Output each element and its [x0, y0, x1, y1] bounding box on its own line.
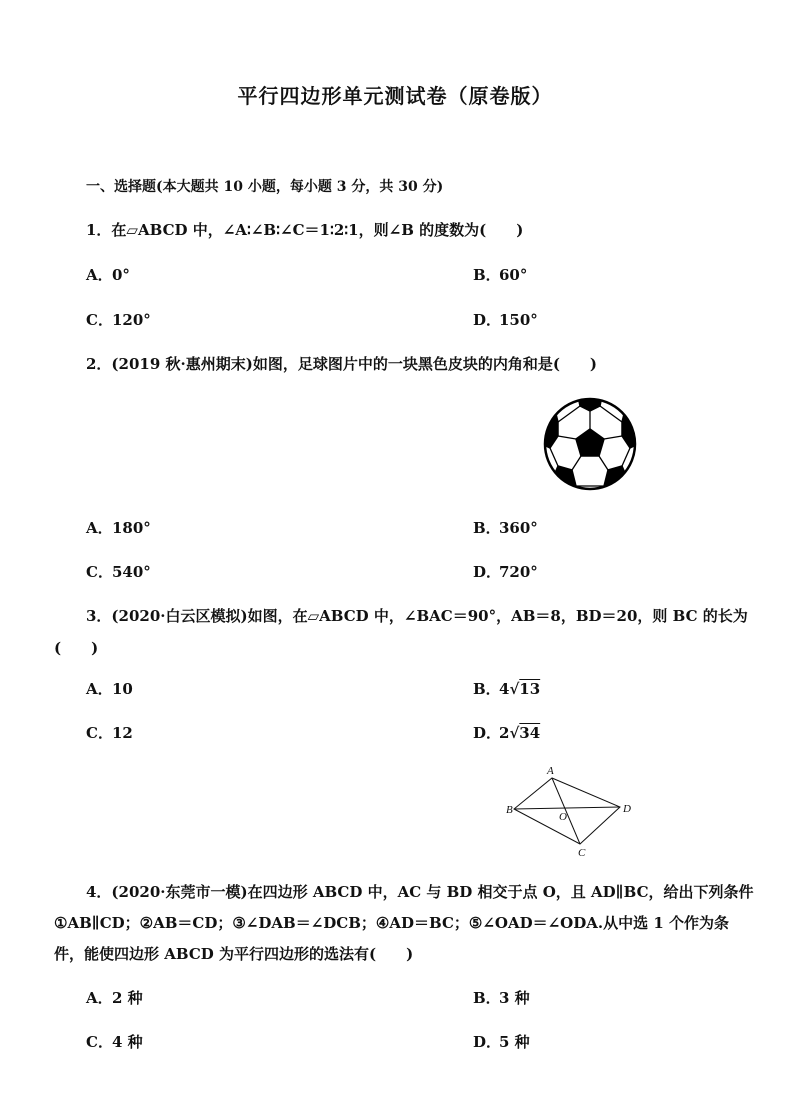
q3-option-d[interactable] — [473, 722, 540, 743]
label-o: O — [559, 811, 567, 823]
question-4-stem-line1: 4．(2020·东莞市一模)在四边形 ABCD 中，AC 与 BD 相交于点 O，且 AD∥BC，给出下列条件 — [86, 883, 754, 901]
question-3-stem-line2: ( ) — [54, 639, 99, 657]
q3-option-a[interactable] — [86, 678, 133, 699]
radicand: 34 — [519, 724, 541, 742]
q2-option-c[interactable] — [86, 561, 151, 582]
option-label: C． — [86, 563, 113, 581]
question-2-stem: 2．(2019 秋·惠州期末)如图，足球图片中的一块黑色皮块的内角和是( ) — [86, 355, 598, 373]
option-label: B． — [473, 519, 501, 537]
option-text: 10 — [112, 680, 133, 698]
q1-option-a[interactable] — [86, 264, 130, 285]
option-text: 150° — [499, 311, 538, 329]
section-heading: 一、选择题(本大题共 10 小题，每小题 3 分，共 30 分) — [86, 179, 444, 195]
sqrt-sign: √ — [509, 680, 520, 698]
question-1-stem: 1．在▱ABCD 中，∠A∶∠B∶∠C＝1∶2∶1，则∠B 的度数为( ) — [86, 221, 524, 239]
q4-option-d[interactable] — [473, 1031, 530, 1052]
question-3-stem-line1: 3．(2020·白云区模拟)如图，在▱ABCD 中，∠BAC＝90°，AB＝8，BD＝20，则 BC 的长为 — [86, 607, 748, 625]
label-d: D — [623, 803, 631, 815]
option-text: 720° — [499, 563, 538, 581]
q1-option-d[interactable] — [473, 309, 538, 330]
question-4-stem-line3: 件，能使四边形 ABCD 为平行四边形的选法有( ) — [54, 945, 414, 963]
option-label: B． — [473, 266, 501, 284]
label-c: C — [578, 847, 586, 858]
option-text: 0° — [112, 266, 130, 284]
coefficient: 2 — [499, 724, 510, 742]
option-text: 540° — [112, 563, 151, 581]
q4-option-c[interactable] — [86, 1031, 143, 1052]
label-a: A — [547, 765, 554, 777]
sqrt-expression — [499, 680, 540, 698]
option-label: C． — [86, 311, 113, 329]
q1-option-b[interactable] — [473, 264, 527, 285]
coefficient: 4 — [499, 680, 510, 698]
option-label: B． — [473, 680, 501, 698]
option-text: 360° — [499, 519, 538, 537]
option-label: C． — [86, 1033, 113, 1051]
option-label: A． — [86, 989, 113, 1007]
option-text: 60° — [499, 266, 528, 284]
q1-option-c[interactable] — [86, 309, 151, 330]
question-4-stem-line2: ①AB∥CD；②AB＝CD；③∠DAB＝∠DCB；④AD＝BC；⑤∠OAD＝∠ODA.从中选 1 个作为条 — [54, 914, 729, 932]
q2-option-b[interactable] — [473, 517, 538, 538]
label-b: B — [506, 804, 513, 816]
option-label: B． — [473, 989, 501, 1007]
option-label: A． — [86, 519, 113, 537]
option-label: A． — [86, 266, 113, 284]
soccer-ball-figure — [542, 396, 638, 492]
option-label: C． — [86, 724, 113, 742]
sqrt-sign: √ — [509, 724, 520, 742]
option-text: 12 — [112, 724, 133, 742]
sqrt-expression — [499, 724, 540, 742]
option-label: D． — [473, 724, 502, 742]
page-title: 平行四边形单元测试卷（原卷版） — [237, 84, 553, 108]
q2-option-d[interactable] — [473, 561, 538, 582]
option-text: 5 种 — [499, 1033, 530, 1051]
q3-option-c[interactable] — [86, 722, 133, 743]
q2-option-a[interactable] — [86, 517, 151, 538]
radicand: 13 — [519, 680, 541, 698]
option-text: 180° — [112, 519, 151, 537]
q3-option-b[interactable] — [473, 678, 540, 699]
q4-option-a[interactable] — [86, 987, 143, 1008]
q4-option-b[interactable] — [473, 987, 530, 1008]
option-label: A． — [86, 680, 113, 698]
option-text: 120° — [112, 311, 151, 329]
option-text: 3 种 — [499, 989, 530, 1007]
option-label: D． — [473, 1033, 502, 1051]
option-text: 2 种 — [112, 989, 143, 1007]
option-text: 4 种 — [112, 1033, 143, 1051]
parallelogram-figure — [498, 762, 638, 858]
option-label: D． — [473, 563, 502, 581]
option-label: D． — [473, 311, 502, 329]
